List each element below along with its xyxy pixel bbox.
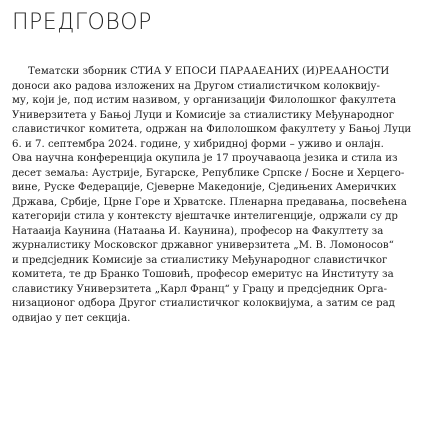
page-heading: ПРЕДГОВОР (12, 10, 152, 35)
paragraph-line: Тематски зборник СТИА У ЕПОСИ ПАРААЕАНИХ (И)РЕААНОСТИ (28, 66, 390, 77)
paragraph-line: и предсједник Комисије за стиалистику Међународног славистичког (12, 254, 388, 266)
paragraph-line: Држава, Србије, Црне Горе и Хрватске. Пленарна предавања, посвећена (12, 196, 407, 208)
paragraph-line: журналистику Московског државног универзитета „М. В. Ломоносов“ (12, 240, 394, 251)
paragraph-line: 6. и 7. септембра 2024. године, у хибридној форми – уживо и онлајн. (12, 138, 384, 150)
paragraph-line: доноси ако радова изложених на Другом стиалистичком колоквију- (12, 80, 380, 92)
paragraph-line: одвијао у пет секција. (12, 312, 131, 324)
paragraph-line: Ова научна конференција окупила је 17 проучаваоца језика и стила из (12, 153, 398, 164)
paragraph-line: низационог одбора Другог стиалистичког колоквијума, а затим се рад (12, 298, 395, 309)
paragraph-line: категорији стила у контексту вјештачке интелигенције, одржали су др (12, 211, 398, 222)
paragraph-line: славистичког комитета, одржан на Филолошком факултету у Бањој Луци (12, 124, 412, 135)
paragraph-line: славистику Универзитета „Карл Франц“ у Грацу и предсједник Орга- (12, 283, 388, 295)
paragraph-line: Универзитета у Бањој Луци и Комисије за стиалистику Међународног (12, 109, 394, 121)
preface-paragraph (12, 65, 424, 326)
paragraph-line: му, који је, под истим називом, у организацији Филолошког факултета (12, 95, 397, 106)
paragraph-line: десет земаља: Аустрије, Бугарске, Републике Српске / Босне и Херцего- (12, 167, 405, 179)
paragraph-line: комитета, те др Бранко Тошовић, професор емеритус на Институту за (12, 269, 394, 280)
paragraph-line: Натааија Каунина (Натаања И. Каунина), професор на Факултету за (12, 225, 384, 237)
paragraph-line: вине, Руске Федерације, Сјеверне Македоније, Сједињених Америчких (12, 182, 397, 193)
